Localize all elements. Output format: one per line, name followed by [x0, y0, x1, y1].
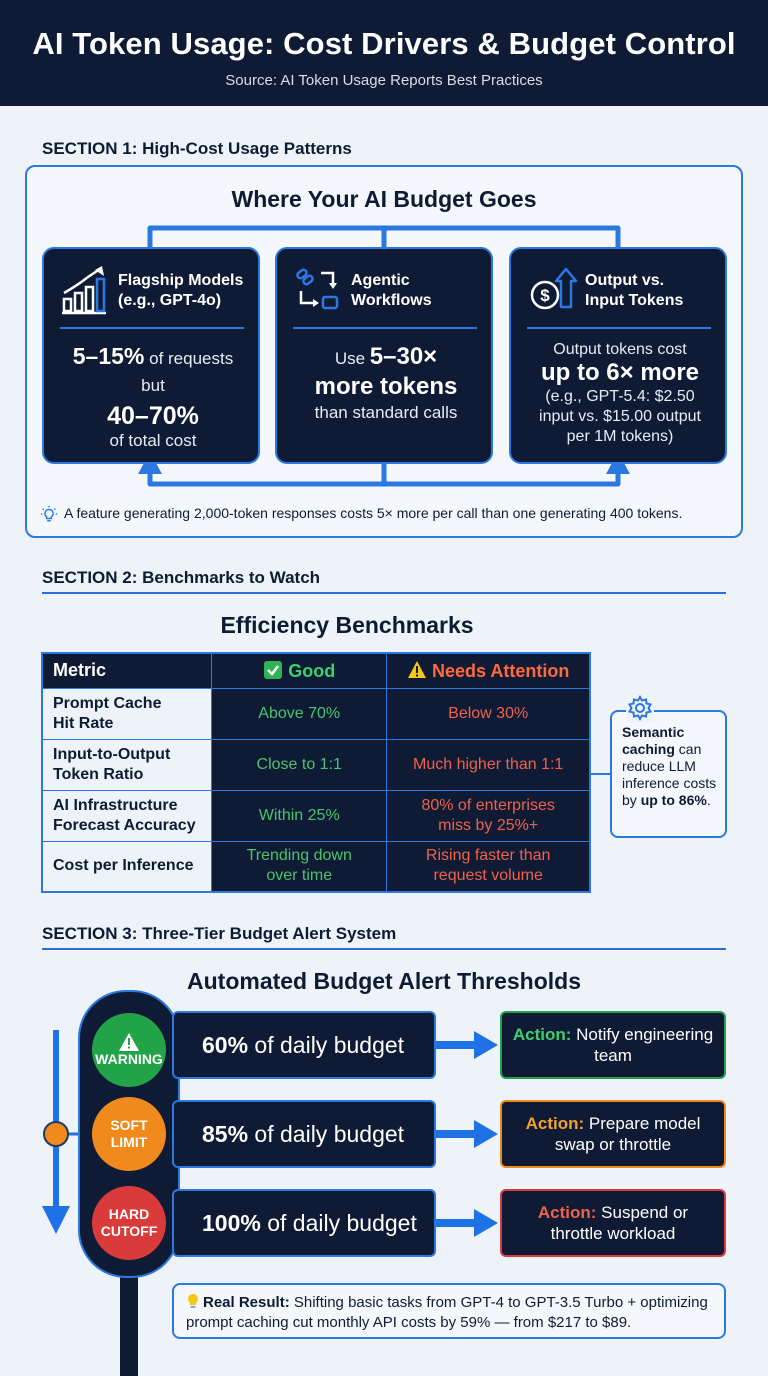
card-body: Output tokens cost up to 6× more (e.g., GPT-5.4: $2.50 input vs. $15.00 output per 1M tokens) — [539, 341, 701, 445]
page-title: AI Token Usage: Cost Drivers & Budget Control — [32, 26, 736, 61]
action-box-prepare: Action: Prepare model swap or throttle — [500, 1100, 726, 1168]
table-row: Input-to-Output Token Ratio Close to 1:1 Much higher than 1:1 — [42, 739, 590, 790]
arrow-right — [436, 1209, 500, 1237]
table-row: Prompt Cache Hit Rate Above 70% Below 30% — [42, 688, 590, 739]
warning-triangle-icon — [407, 660, 427, 680]
lamp-soft-limit: SOFT LIMIT — [92, 1097, 166, 1171]
section2-heading: Efficiency Benchmarks — [220, 612, 474, 638]
section3-heading: Automated Budget Alert Thresholds — [187, 968, 581, 994]
section1-label: SECTION 1: High-Cost Usage Patterns — [42, 139, 352, 158]
action-box-notify: Action: Notify engineering team — [500, 1011, 726, 1079]
card-body: 5–15% of requests but 40–70% of total cost — [72, 343, 234, 450]
card-title: Output vs. Input Tokens — [585, 272, 684, 309]
card-title: Flagship Models (e.g., GPT-4o) — [118, 272, 244, 309]
lightbulb-icon — [186, 1293, 200, 1309]
dollar-up-arrow-icon — [525, 263, 579, 317]
warning-triangle-icon — [119, 1033, 139, 1051]
section1-note: A feature generating 2,000-token responses costs 5× more per call than one generating 400 tokens. — [40, 505, 682, 523]
section3-rule — [42, 948, 726, 950]
card-output-vs-input — [509, 247, 727, 464]
card-flagship-models — [42, 247, 260, 464]
action-box-suspend: Action: Suspend or throttle workload — [500, 1189, 726, 1257]
section3-label: SECTION 3: Three-Tier Budget Alert System — [42, 924, 397, 943]
card-body: Use 5–30× more tokens than standard calls — [314, 343, 458, 422]
source-line: Source: AI Token Usage Reports Best Practices — [225, 72, 543, 89]
table-header-row — [42, 653, 590, 688]
table-row: Cost per Inference Trending down over time Rising faster than request volume — [42, 841, 590, 892]
card-divider — [60, 327, 244, 329]
arrow-right — [436, 1120, 500, 1148]
card-divider — [293, 327, 477, 329]
svg-text:$: $ — [540, 286, 550, 305]
check-box-icon — [263, 660, 283, 680]
callout-connector — [591, 773, 611, 775]
threshold-bar-100: 100% of daily budget — [172, 1189, 436, 1257]
column-header-metric: Metric — [42, 653, 212, 688]
workflow-link-icon — [291, 263, 345, 317]
card-title: Agentic Workflows — [351, 272, 432, 309]
card-agentic-workflows — [275, 247, 493, 464]
real-result-note: Real Result: Shifting basic tasks from GPT-4 to GPT-3.5 Turbo + optimizing prompt caching cut monthly API costs by 59% — from $217 to $89. — [172, 1283, 726, 1339]
traffic-light-pole — [120, 1270, 138, 1376]
escalation-arrow — [30, 1030, 82, 1240]
semantic-caching-callout: Semantic caching can reduce LLM inference costs by up to 86%. — [610, 710, 727, 838]
section2-label: SECTION 2: Benchmarks to Watch — [42, 568, 321, 587]
lightbulb-icon — [40, 505, 58, 523]
column-header-good: Good — [212, 653, 387, 688]
section2-rule — [42, 592, 726, 594]
arrow-right — [436, 1031, 500, 1059]
card-divider — [527, 327, 711, 329]
threshold-bar-60: 60% of daily budget — [172, 1011, 436, 1079]
section1-heading: Where Your AI Budget Goes — [231, 186, 537, 212]
benchmarks-table — [41, 652, 591, 893]
table-row: AI Infrastructure Forecast Accuracy Within 25% 80% of enterprises miss by 25%+ — [42, 790, 590, 841]
gear-icon — [626, 694, 654, 722]
lamp-warning: WARNING — [92, 1013, 166, 1087]
threshold-bar-85: 85% of daily budget — [172, 1100, 436, 1168]
lamp-hard-cutoff: HARD CUTOFF — [92, 1186, 166, 1260]
column-header-needs-attention: Needs Attention — [387, 653, 590, 688]
bar-chart-growth-icon — [58, 263, 112, 317]
